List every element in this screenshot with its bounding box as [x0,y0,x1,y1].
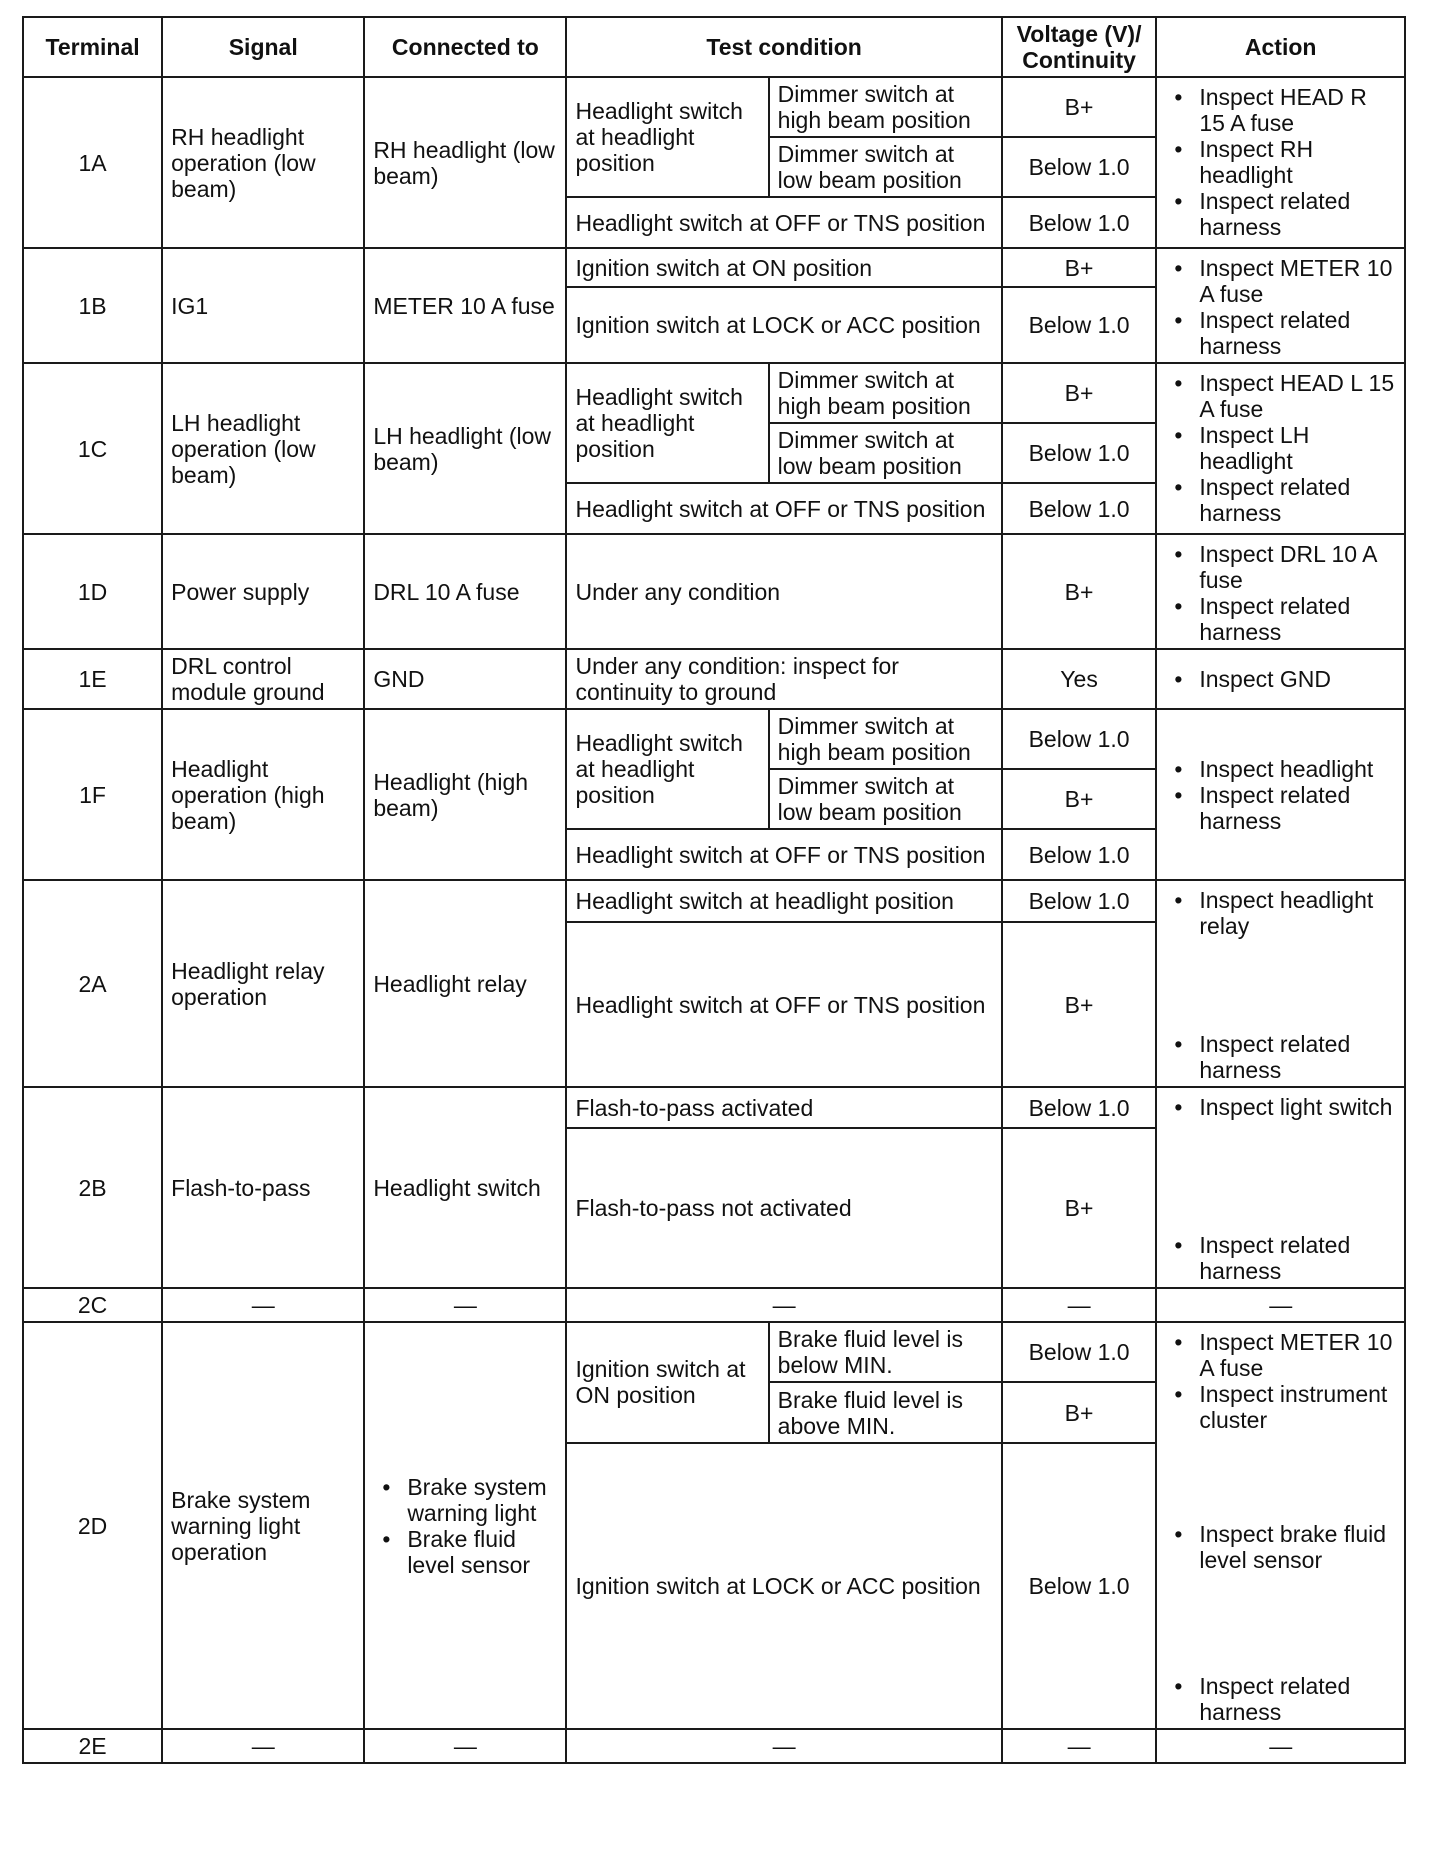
voltage-cell: Below 1.0 [1002,829,1157,880]
condition-cell: Under any condition [566,534,1001,649]
header-terminal: Terminal [23,17,162,77]
terminal-cell: 1C [23,363,162,534]
table-row [23,534,1405,649]
terminal-cell: 2D [23,1322,162,1729]
voltage-cell: Below 1.0 [1002,709,1157,769]
action-item: • Inspect LH headlight [1199,422,1396,474]
connected-cell: RH headlight (low beam) [364,77,566,248]
condition-main-cell: Headlight switch at headlight position [566,709,768,829]
action-cell: — [1156,1729,1405,1763]
voltage-cell: Below 1.0 [1002,197,1157,248]
condition-cell: — [566,1288,1001,1322]
table-row [23,880,1405,922]
table-row [23,1729,1405,1763]
action-item: • Inspect METER 10 A fuse [1199,1329,1396,1381]
table-row [23,649,1405,709]
action-cell: — [1156,1288,1405,1322]
action-item: • Inspect related harness [1199,1031,1396,1083]
voltage-cell: Below 1.0 [1002,1322,1157,1382]
action-cell [1156,363,1405,534]
connected-cell: Headlight (high beam) [364,709,566,880]
header-voltage [1002,17,1157,77]
action-item: • Inspect headlight [1199,756,1396,782]
signal-cell: — [162,1288,364,1322]
header-action: Action [1156,17,1405,77]
signal-cell: DRL control module ground [162,649,364,709]
connected-cell: Headlight switch [364,1087,566,1288]
voltage-cell: — [1002,1729,1157,1763]
condition-cell: Headlight switch at OFF or TNS position [566,829,1001,880]
header-test-condition: Test condition [566,17,1001,77]
condition-sub-cell: Dimmer switch at low beam position [769,769,1002,829]
condition-cell: Flash-to-pass not activated [566,1128,1001,1288]
action-item: • Inspect related harness [1199,474,1396,526]
condition-sub-cell: Brake fluid level is above MIN. [769,1382,1002,1442]
connected-cell: Headlight relay [364,880,566,1087]
signal-cell: Brake system warning light operation [162,1322,364,1729]
voltage-cell: B+ [1002,769,1157,829]
voltage-cell: Below 1.0 [1002,423,1157,483]
voltage-cell: Below 1.0 [1002,483,1157,534]
signal-cell: Power supply [162,534,364,649]
table-row [23,1087,1405,1128]
action-item: • Inspect GND [1199,666,1396,692]
table-row [23,1322,1405,1382]
condition-sub-cell: Dimmer switch at high beam position [769,77,1002,137]
voltage-cell: Below 1.0 [1002,880,1157,922]
action-item: • Inspect related harness [1199,782,1396,834]
condition-sub-cell: Dimmer switch at high beam position [769,709,1002,769]
header-connected-to: Connected to [364,17,566,77]
voltage-cell: B+ [1002,363,1157,423]
signal-cell: Headlight relay operation [162,880,364,1087]
signal-cell: LH headlight operation (low beam) [162,363,364,534]
voltage-cell: B+ [1002,922,1157,1087]
condition-cell: Ignition switch at LOCK or ACC position [566,1443,1001,1729]
header-signal: Signal [162,17,364,77]
connected-item: • Brake system warning light [407,1474,557,1526]
action-item: • Inspect METER 10 A fuse [1199,255,1396,307]
voltage-cell: Below 1.0 [1002,287,1157,363]
action-item: • Inspect DRL 10 A fuse [1199,541,1396,593]
condition-main-cell: Headlight switch at headlight position [566,363,768,483]
header-voltage-line1: Voltage (V)/ [1016,21,1142,47]
table-row [23,709,1405,769]
condition-cell: Ignition switch at LOCK or ACC position [566,287,1001,363]
signal-cell: Flash-to-pass [162,1087,364,1288]
action-item: • Inspect headlight relay [1199,887,1396,939]
connected-cell: — [364,1288,566,1322]
action-cell [1156,77,1405,248]
terminal-cell: 1B [23,248,162,363]
terminal-cell: 1A [23,77,162,248]
condition-cell: Ignition switch at ON position [566,248,1001,287]
action-item: • Inspect related harness [1199,1232,1396,1284]
voltage-cell: Yes [1002,649,1157,709]
connected-cell: METER 10 A fuse [364,248,566,363]
action-item: • Inspect HEAD R 15 A fuse [1199,84,1396,136]
condition-main-cell: Headlight switch at headlight position [566,77,768,197]
condition-cell: Headlight switch at OFF or TNS position [566,922,1001,1087]
action-cell [1156,880,1405,1087]
action-item: • Inspect light switch [1199,1094,1396,1120]
connected-item: • Brake fluid level sensor [407,1526,557,1578]
action-cell [1156,248,1405,363]
terminal-cell: 2E [23,1729,162,1763]
connected-cell: GND [364,649,566,709]
signal-cell: IG1 [162,248,364,363]
table-row [23,248,1405,287]
action-item: • Inspect related harness [1199,1673,1396,1725]
condition-main-cell: Ignition switch at ON position [566,1322,768,1443]
action-item: • Inspect instrument cluster [1199,1381,1396,1433]
voltage-cell: B+ [1002,534,1157,649]
voltage-cell: Below 1.0 [1002,1087,1157,1128]
condition-cell: — [566,1729,1001,1763]
condition-cell: Headlight switch at OFF or TNS position [566,197,1001,248]
connected-cell: LH headlight (low beam) [364,363,566,534]
voltage-cell: — [1002,1288,1157,1322]
action-cell [1156,534,1405,649]
connected-cell [364,1322,566,1729]
signal-cell: Headlight operation (high beam) [162,709,364,880]
action-cell [1156,649,1405,709]
table-row [23,1288,1405,1322]
voltage-cell: Below 1.0 [1002,1443,1157,1729]
condition-sub-cell: Brake fluid level is below MIN. [769,1322,1002,1382]
condition-sub-cell: Dimmer switch at low beam position [769,423,1002,483]
voltage-cell: B+ [1002,248,1157,287]
action-cell [1156,709,1405,880]
terminal-cell: 2C [23,1288,162,1322]
signal-cell: — [162,1729,364,1763]
condition-sub-cell: Dimmer switch at low beam position [769,137,1002,197]
voltage-cell: B+ [1002,1128,1157,1288]
terminal-cell: 2B [23,1087,162,1288]
action-cell [1156,1087,1405,1288]
table-row [23,363,1405,423]
action-item: • Inspect RH headlight [1199,136,1396,188]
condition-cell: Headlight switch at OFF or TNS position [566,483,1001,534]
connected-cell: — [364,1729,566,1763]
condition-sub-cell: Dimmer switch at high beam position [769,363,1002,423]
action-cell [1156,1322,1405,1729]
connected-cell: DRL 10 A fuse [364,534,566,649]
voltage-cell: B+ [1002,1382,1157,1442]
header-row [23,17,1405,77]
action-item: • Inspect brake fluid level sensor [1199,1521,1396,1573]
voltage-cell: B+ [1002,77,1157,137]
terminal-cell: 1F [23,709,162,880]
action-item: • Inspect related harness [1199,307,1396,359]
terminal-table [22,16,1406,1764]
condition-cell: Headlight switch at headlight position [566,880,1001,922]
action-item: • Inspect related harness [1199,593,1396,645]
terminal-cell: 1E [23,649,162,709]
header-voltage-line2: Continuity [1022,47,1136,73]
condition-cell: Under any condition: inspect for continuity to ground [566,649,1001,709]
signal-cell: RH headlight operation (low beam) [162,77,364,248]
condition-cell: Flash-to-pass activated [566,1087,1001,1128]
voltage-cell: Below 1.0 [1002,137,1157,197]
action-item: • Inspect HEAD L 15 A fuse [1199,370,1396,422]
terminal-cell: 2A [23,880,162,1087]
table-row [23,77,1405,137]
terminal-cell: 1D [23,534,162,649]
action-item: • Inspect related harness [1199,188,1396,240]
